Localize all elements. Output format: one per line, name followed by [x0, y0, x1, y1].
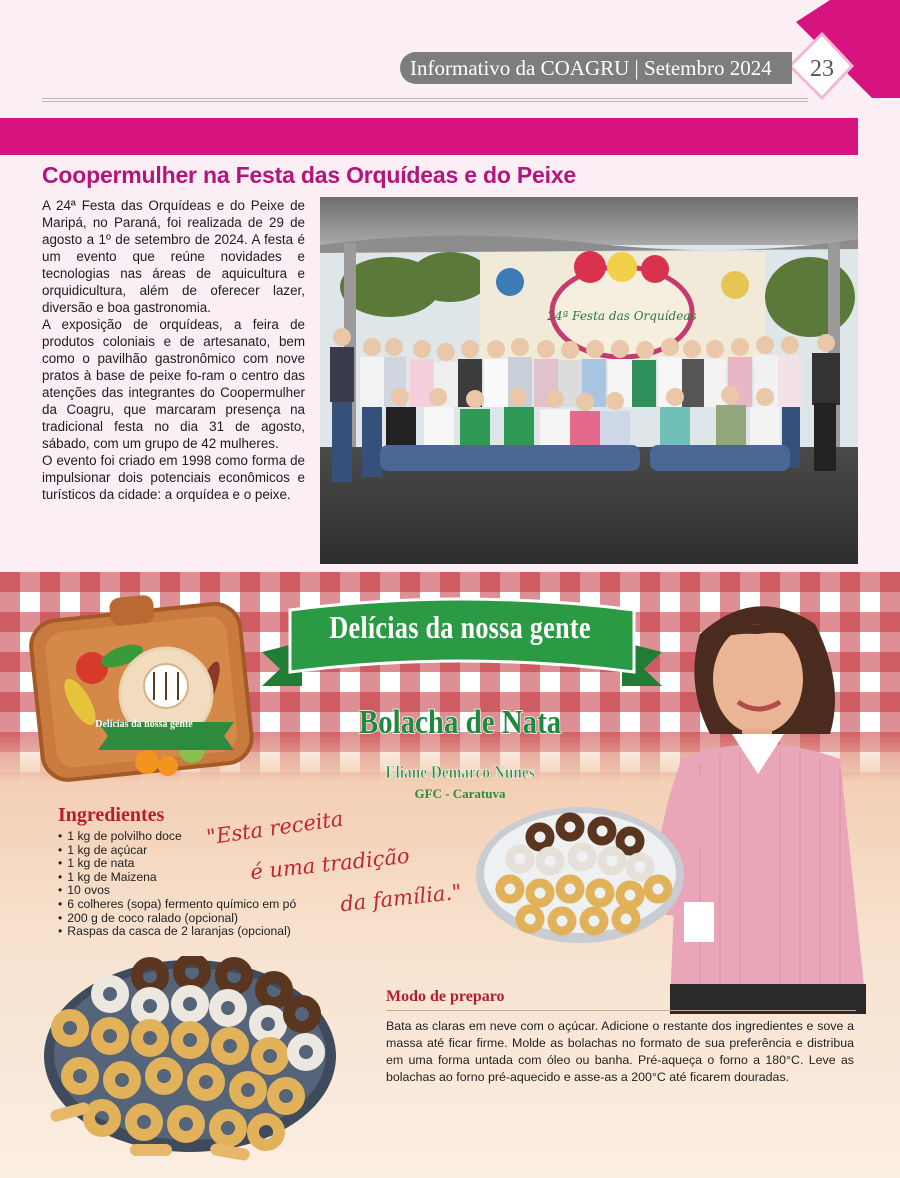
ingredient-item: • 1 kg de Maizena — [58, 871, 296, 885]
photo-banner-text: 24ª Festa das Orquídeas — [547, 309, 697, 323]
article-body — [42, 197, 305, 503]
recipe-title: Bolacha de Nata — [358, 704, 562, 741]
logo-text: Delícias da nossa gente — [95, 719, 193, 730]
article-paragraph: O evento foi criado em 1998 como forma de impulsionar dois potenciais econômicos e turísticos da cidade: a orquídea e o peixe. — [42, 453, 305, 502]
recipe-quote — [200, 806, 490, 920]
ingredient-item: • 6 colheres (sopa) fermento químico em pó — [58, 898, 296, 912]
cookie-platter-image — [30, 956, 340, 1161]
ingredient-item: • 1 kg de nata — [58, 857, 296, 871]
ingredients-title: Ingredientes — [58, 804, 165, 826]
ingredient-item: • 1 kg de açúcar — [58, 844, 296, 858]
article-title: Coopermulher na Festa das Orquídeas e do Peixe — [42, 162, 577, 188]
recipe-author: Eliane Demarco Nunes — [385, 762, 535, 782]
cookie-plate-image — [470, 797, 690, 947]
ingredient-item: • 200 g de coco ralado (opcional) — [58, 912, 296, 926]
magenta-band — [0, 118, 858, 155]
ingredient-item: • Raspas da casca de 2 laranjas (opcional) — [58, 925, 296, 939]
group-photo — [320, 197, 858, 564]
quote-line: "Esta receita — [205, 806, 345, 850]
quote-line: é uma tradição — [249, 843, 411, 885]
prep-instructions: Bata as claras em neve com o açúcar. Adicione o restante dos ingredientes e sove a massa até ficar firme. Molde as bolachas no formato de sua preferência e distribua em uma forma untada com óleo ou banha. Pré-aqueça o forno a 180°C. Leve as bolachas ao forno pré-aquecido e asse-as a 200°C até ficarem douradas. — [386, 1019, 854, 1084]
ingredient-item: • 10 ovos — [58, 884, 296, 898]
prep-title: Modo de preparo — [386, 988, 505, 1005]
ingredient-item: • 1 kg de polvilho doce — [58, 830, 296, 844]
recipe-section — [0, 572, 900, 1178]
article-paragraph: A 24ª Festa das Orquídeas e do Peixe de Maripá, no Paraná, foi realizada de 29 de agosto a 1º de setembro de 2024. A festa é um evento que reúne novidades e tecnologias nas áreas de aquicultura e orquidicultura, além de oferecer lazer, diversão e boa gastronomia. — [42, 198, 305, 315]
prep-divider — [386, 1010, 856, 1011]
section-banner-title: Delícias da nossa gente — [329, 609, 591, 645]
header-divider — [42, 98, 808, 102]
article-paragraph: A exposição de orquídeas, a feira de produtos coloniais e de artesanato, bem como o pavilhão gastronômico com nove pratos à base de peixe fo-ram o centro das atenções das integrantes do Coopermulher da Coagru, que marcaram presença na tradicional festa no dia 31 de agosto, sábado, com um grupo de 42 mulheres. — [42, 317, 305, 451]
recipe-logo-board — [22, 590, 258, 786]
page-number: 23 — [810, 56, 834, 82]
publication-header: Informativo da COAGRU | Setembro 2024 — [400, 52, 792, 84]
quote-line: da família." — [339, 879, 463, 917]
recipe-origin: GFC - Caratuva — [414, 786, 506, 801]
